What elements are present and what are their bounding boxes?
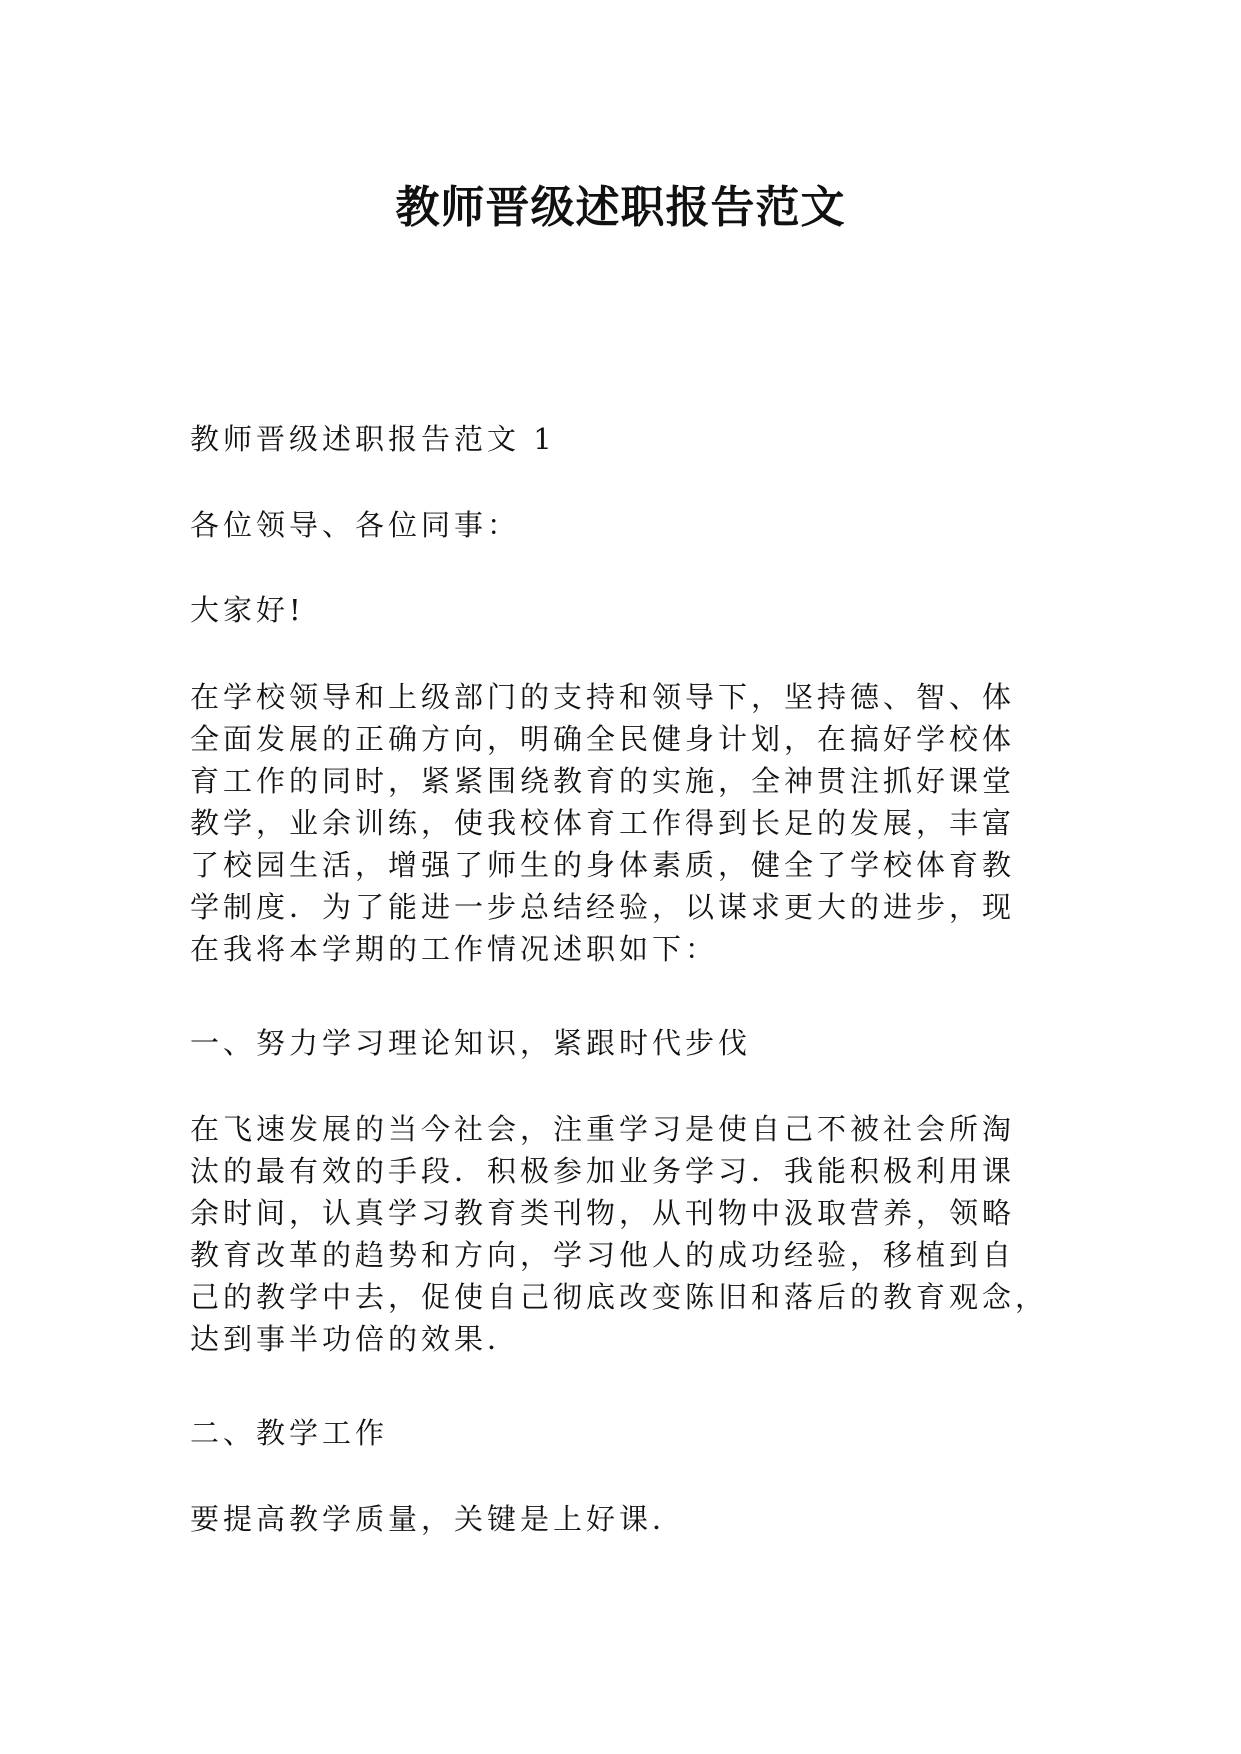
heading-2: 二、教学工作 xyxy=(190,1416,389,1450)
salutation: 各位领导、各位同事： xyxy=(190,508,521,542)
greeting: 大家好! xyxy=(190,593,305,627)
paragraph-3: 要提高教学质量，关键是上好课． xyxy=(190,1502,686,1536)
paragraph-line: 教育改革的趋势和方向，学习他人的成功经验，移植到自 xyxy=(190,1238,1016,1272)
paragraph-line: 在飞速发展的当今社会，注重学习是使自己不被社会所淘 xyxy=(190,1112,1016,1146)
heading-1: 一、努力学习理论知识，紧跟时代步伐 xyxy=(190,1026,752,1060)
paragraph-line: 己的教学中去，促使自己彻底改变陈旧和落后的教育观念， xyxy=(190,1280,1049,1314)
paragraph-line: 达到事半功倍的效果． xyxy=(190,1322,521,1356)
paragraph-line: 了校园生活，增强了师生的身体素质，健全了学校体育教 xyxy=(190,848,1016,882)
paragraph-1 xyxy=(190,676,1050,970)
paragraph-line: 余时间，认真学习教育类刊物，从刊物中汲取营养，领略 xyxy=(190,1196,1016,1230)
paragraph-line: 在学校领导和上级部门的支持和领导下，坚持德、智、体 xyxy=(190,680,1016,714)
paragraph-2 xyxy=(190,1108,1050,1360)
paragraph-line: 在我将本学期的工作情况述职如下： xyxy=(190,932,719,966)
paragraph-line: 全面发展的正确方向，明确全民健身计划，在搞好学校体 xyxy=(190,722,1016,756)
paragraph-line: 教学，业余训练，使我校体育工作得到长足的发展，丰富 xyxy=(190,806,1016,840)
paragraph-line: 学制度．为了能进一步总结经验，以谋求更大的进步，现 xyxy=(190,890,1016,924)
paragraph-line: 汰的最有效的手段．积极参加业务学习．我能积极利用课 xyxy=(190,1154,1016,1188)
section-heading: 教师晋级述职报告范文 1 xyxy=(190,422,556,456)
document-title: 教师晋级述职报告范文 xyxy=(395,182,846,233)
paragraph-line: 育工作的同时，紧紧围绕教育的实施，全神贯注抓好课堂 xyxy=(190,764,1016,798)
